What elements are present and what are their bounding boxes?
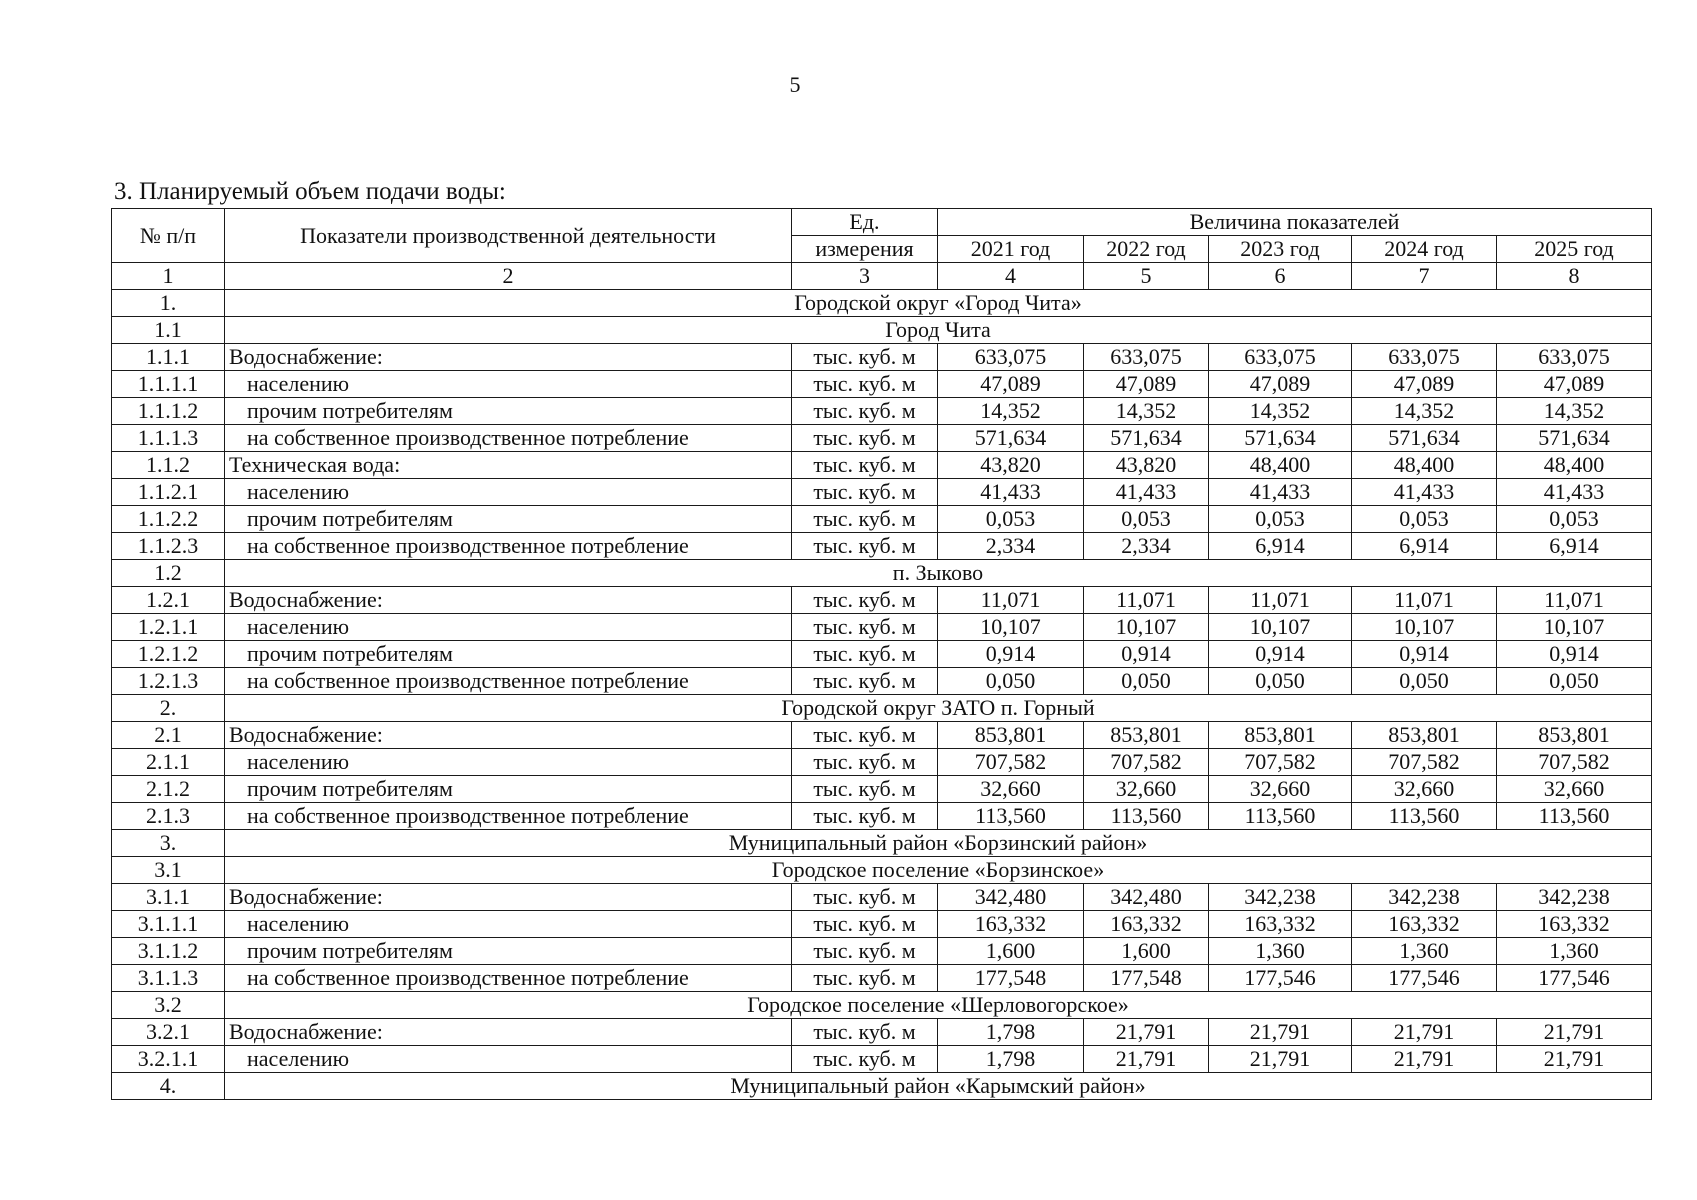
value-cell: 0,050: [1209, 668, 1352, 695]
unit-cell: тыс. куб. м: [792, 344, 938, 371]
value-cell: 10,107: [1352, 614, 1497, 641]
section-heading: Городской округ «Город Чита»: [225, 290, 1652, 317]
unit-cell: тыс. куб. м: [792, 398, 938, 425]
value-cell: 113,560: [1352, 803, 1497, 830]
indicator-name: прочим потребителям: [225, 398, 792, 425]
header-year: 2022 год: [1084, 236, 1209, 263]
value-cell: 177,546: [1352, 965, 1497, 992]
page-number: 5: [789, 72, 801, 97]
value-cell: 633,075: [1497, 344, 1652, 371]
row-number: 1.2.1.2: [112, 641, 225, 668]
value-cell: 41,433: [1084, 479, 1209, 506]
value-cell: 342,238: [1209, 884, 1352, 911]
value-cell: 342,480: [1084, 884, 1209, 911]
value-cell: 21,791: [1497, 1046, 1652, 1073]
table-row: [112, 641, 1652, 668]
value-cell: 0,914: [1209, 641, 1352, 668]
value-cell: 571,634: [1084, 425, 1209, 452]
section-row: [112, 857, 1652, 884]
unit-cell: тыс. куб. м: [792, 668, 938, 695]
value-cell: 14,352: [1209, 398, 1352, 425]
value-cell: 1,600: [938, 938, 1084, 965]
table-row: [112, 533, 1652, 560]
row-number: 1.2.1.3: [112, 668, 225, 695]
value-cell: 853,801: [1352, 722, 1497, 749]
value-cell: 0,053: [1209, 506, 1352, 533]
table-row: [112, 749, 1652, 776]
header-row-1: [112, 209, 1652, 236]
col-number: 6: [1209, 263, 1352, 290]
unit-cell: тыс. куб. м: [792, 614, 938, 641]
col-number: 3: [792, 263, 938, 290]
section-row: [112, 992, 1652, 1019]
row-number: 3.2.1: [112, 1019, 225, 1046]
row-number: 1.2.1: [112, 587, 225, 614]
value-cell: 14,352: [938, 398, 1084, 425]
indicator-name: Водоснабжение:: [225, 722, 792, 749]
value-cell: 47,089: [1352, 371, 1497, 398]
row-number: 1.1: [112, 317, 225, 344]
section-heading: Город Чита: [225, 317, 1652, 344]
table-row: [112, 587, 1652, 614]
value-cell: 11,071: [1352, 587, 1497, 614]
value-cell: 2,334: [1084, 533, 1209, 560]
value-cell: 41,433: [1497, 479, 1652, 506]
value-cell: 43,820: [1084, 452, 1209, 479]
value-cell: 633,075: [938, 344, 1084, 371]
header-unit-line2: измерения: [792, 236, 938, 263]
value-cell: 11,071: [1497, 587, 1652, 614]
section-heading: Городское поселение «Шерловогорское»: [225, 992, 1652, 1019]
indicator-name: на собственное производственное потребление: [225, 803, 792, 830]
value-cell: 707,582: [938, 749, 1084, 776]
value-cell: 48,400: [1497, 452, 1652, 479]
value-cell: 10,107: [1084, 614, 1209, 641]
value-cell: 0,050: [1497, 668, 1652, 695]
table-row: [112, 965, 1652, 992]
unit-cell: тыс. куб. м: [792, 938, 938, 965]
value-cell: 163,332: [1352, 911, 1497, 938]
indicator-name: Водоснабжение:: [225, 587, 792, 614]
unit-cell: тыс. куб. м: [792, 533, 938, 560]
water-supply-table: [111, 208, 1652, 1100]
row-number: 4.: [112, 1073, 225, 1100]
value-cell: 707,582: [1084, 749, 1209, 776]
indicator-name: Водоснабжение:: [225, 1019, 792, 1046]
row-number: 1.2: [112, 560, 225, 587]
value-cell: 0,050: [938, 668, 1084, 695]
unit-cell: тыс. куб. м: [792, 884, 938, 911]
indicator-name: населению: [225, 371, 792, 398]
table-row: [112, 425, 1652, 452]
value-cell: 0,914: [938, 641, 1084, 668]
indicator-name: населению: [225, 911, 792, 938]
column-numbers-row: [112, 263, 1652, 290]
value-cell: 0,914: [1352, 641, 1497, 668]
col-number: 1: [112, 263, 225, 290]
unit-cell: тыс. куб. м: [792, 479, 938, 506]
indicator-name: прочим потребителям: [225, 641, 792, 668]
section-heading: Городской округ ЗАТО п. Горный: [225, 695, 1652, 722]
row-number: 3.1.1.2: [112, 938, 225, 965]
table-row: [112, 938, 1652, 965]
table-row: [112, 506, 1652, 533]
value-cell: 21,791: [1084, 1046, 1209, 1073]
value-cell: 2,334: [938, 533, 1084, 560]
value-cell: 0,914: [1497, 641, 1652, 668]
col-number: 5: [1084, 263, 1209, 290]
value-cell: 14,352: [1084, 398, 1209, 425]
value-cell: 342,238: [1497, 884, 1652, 911]
value-cell: 6,914: [1352, 533, 1497, 560]
value-cell: 21,791: [1352, 1019, 1497, 1046]
indicator-name: на собственное производственное потребление: [225, 965, 792, 992]
value-cell: 1,600: [1084, 938, 1209, 965]
unit-cell: тыс. куб. м: [792, 1019, 938, 1046]
row-number: 3.1: [112, 857, 225, 884]
indicator-name: населению: [225, 614, 792, 641]
value-cell: 1,798: [938, 1046, 1084, 1073]
row-number: 2.1.3: [112, 803, 225, 830]
row-number: 2.1: [112, 722, 225, 749]
row-number: 2.1.1: [112, 749, 225, 776]
col-number: 4: [938, 263, 1084, 290]
table-row: [112, 668, 1652, 695]
value-cell: 853,801: [938, 722, 1084, 749]
value-cell: 1,360: [1352, 938, 1497, 965]
value-cell: 11,071: [1084, 587, 1209, 614]
value-cell: 1,360: [1497, 938, 1652, 965]
unit-cell: тыс. куб. м: [792, 425, 938, 452]
value-cell: 21,791: [1209, 1046, 1352, 1073]
value-cell: 342,238: [1352, 884, 1497, 911]
value-cell: 41,433: [938, 479, 1084, 506]
row-number: 1.1.1: [112, 344, 225, 371]
value-cell: 32,660: [1084, 776, 1209, 803]
value-cell: 177,546: [1497, 965, 1652, 992]
unit-cell: тыс. куб. м: [792, 911, 938, 938]
indicator-name: на собственное производственное потребление: [225, 668, 792, 695]
header-year: 2024 год: [1352, 236, 1497, 263]
value-cell: 163,332: [1084, 911, 1209, 938]
table-row: [112, 884, 1652, 911]
value-cell: 633,075: [1352, 344, 1497, 371]
value-cell: 11,071: [938, 587, 1084, 614]
row-number: 1.1.2.2: [112, 506, 225, 533]
value-cell: 32,660: [1209, 776, 1352, 803]
header-indicator: Показатели производственной деятельности: [225, 209, 792, 263]
value-cell: 47,089: [1497, 371, 1652, 398]
row-number: 3.1.1.1: [112, 911, 225, 938]
header-values-group: Величина показателей: [938, 209, 1652, 236]
value-cell: 1,798: [938, 1019, 1084, 1046]
value-cell: 113,560: [1497, 803, 1652, 830]
section-row: [112, 290, 1652, 317]
value-cell: 14,352: [1352, 398, 1497, 425]
value-cell: 0,053: [1497, 506, 1652, 533]
unit-cell: тыс. куб. м: [792, 587, 938, 614]
indicator-name: населению: [225, 749, 792, 776]
table-row: [112, 344, 1652, 371]
row-number: 1.1.2.3: [112, 533, 225, 560]
row-number: 2.1.2: [112, 776, 225, 803]
value-cell: 113,560: [938, 803, 1084, 830]
value-cell: 571,634: [1352, 425, 1497, 452]
table-row: [112, 722, 1652, 749]
value-cell: 47,089: [938, 371, 1084, 398]
row-number: 1.1.1.3: [112, 425, 225, 452]
unit-cell: тыс. куб. м: [792, 506, 938, 533]
row-number: 3.1.1: [112, 884, 225, 911]
value-cell: 177,548: [1084, 965, 1209, 992]
table-row: [112, 1046, 1652, 1073]
section-heading: Городское поселение «Борзинское»: [225, 857, 1652, 884]
value-cell: 41,433: [1209, 479, 1352, 506]
col-number: 2: [225, 263, 792, 290]
unit-cell: тыс. куб. м: [792, 965, 938, 992]
header-unit-line1: Ед.: [792, 209, 938, 236]
section-row: [112, 560, 1652, 587]
value-cell: 163,332: [1497, 911, 1652, 938]
table-row: [112, 452, 1652, 479]
section-row: [112, 830, 1652, 857]
section-heading: Муниципальный район «Карымский район»: [225, 1073, 1652, 1100]
value-cell: 633,075: [1209, 344, 1352, 371]
indicator-name: на собственное производственное потребление: [225, 425, 792, 452]
indicator-name: Водоснабжение:: [225, 344, 792, 371]
section-row: [112, 1073, 1652, 1100]
table-row: [112, 371, 1652, 398]
table-row: [112, 776, 1652, 803]
value-cell: 43,820: [938, 452, 1084, 479]
value-cell: 32,660: [938, 776, 1084, 803]
value-cell: 571,634: [938, 425, 1084, 452]
row-number: 1.: [112, 290, 225, 317]
unit-cell: тыс. куб. м: [792, 776, 938, 803]
header-num: № п/п: [112, 209, 225, 263]
table-body: [112, 209, 1652, 1100]
table-row: [112, 479, 1652, 506]
value-cell: 21,791: [1209, 1019, 1352, 1046]
value-cell: 177,546: [1209, 965, 1352, 992]
value-cell: 633,075: [1084, 344, 1209, 371]
row-number: 3.2: [112, 992, 225, 1019]
value-cell: 0,050: [1352, 668, 1497, 695]
row-number: 1.1.1.2: [112, 398, 225, 425]
value-cell: 48,400: [1352, 452, 1497, 479]
table-row: [112, 614, 1652, 641]
unit-cell: тыс. куб. м: [792, 452, 938, 479]
value-cell: 21,791: [1084, 1019, 1209, 1046]
value-cell: 163,332: [1209, 911, 1352, 938]
value-cell: 853,801: [1209, 722, 1352, 749]
value-cell: 342,480: [938, 884, 1084, 911]
unit-cell: тыс. куб. м: [792, 641, 938, 668]
value-cell: 10,107: [938, 614, 1084, 641]
unit-cell: тыс. куб. м: [792, 803, 938, 830]
header-year: 2023 год: [1209, 236, 1352, 263]
indicator-name: Водоснабжение:: [225, 884, 792, 911]
value-cell: 48,400: [1209, 452, 1352, 479]
section-heading: Муниципальный район «Борзинский район»: [225, 830, 1652, 857]
header-year: 2025 год: [1497, 236, 1652, 263]
section-row: [112, 317, 1652, 344]
unit-cell: тыс. куб. м: [792, 749, 938, 776]
row-number: 1.1.2: [112, 452, 225, 479]
row-number: 3.2.1.1: [112, 1046, 225, 1073]
value-cell: 32,660: [1352, 776, 1497, 803]
row-number: 2.: [112, 695, 225, 722]
row-number: 1.1.1.1: [112, 371, 225, 398]
value-cell: 853,801: [1497, 722, 1652, 749]
value-cell: 21,791: [1497, 1019, 1652, 1046]
value-cell: 32,660: [1497, 776, 1652, 803]
unit-cell: тыс. куб. м: [792, 371, 938, 398]
value-cell: 21,791: [1352, 1046, 1497, 1073]
value-cell: 707,582: [1209, 749, 1352, 776]
value-cell: 10,107: [1209, 614, 1352, 641]
col-number: 7: [1352, 263, 1497, 290]
value-cell: 0,053: [938, 506, 1084, 533]
value-cell: 571,634: [1497, 425, 1652, 452]
value-cell: 6,914: [1209, 533, 1352, 560]
value-cell: 1,360: [1209, 938, 1352, 965]
section-title: 3. Планируемый объем подачи воды:: [114, 178, 506, 205]
unit-cell: тыс. куб. м: [792, 1046, 938, 1073]
row-number: 1.1.2.1: [112, 479, 225, 506]
value-cell: 11,071: [1209, 587, 1352, 614]
indicator-name: прочим потребителям: [225, 938, 792, 965]
indicator-name: Техническая вода:: [225, 452, 792, 479]
col-number: 8: [1497, 263, 1652, 290]
section-heading: п. Зыково: [225, 560, 1652, 587]
indicator-name: населению: [225, 479, 792, 506]
value-cell: 707,582: [1352, 749, 1497, 776]
indicator-name: прочим потребителям: [225, 776, 792, 803]
value-cell: 0,053: [1352, 506, 1497, 533]
table-row: [112, 398, 1652, 425]
value-cell: 47,089: [1209, 371, 1352, 398]
indicator-name: населению: [225, 1046, 792, 1073]
row-number: 1.2.1.1: [112, 614, 225, 641]
value-cell: 113,560: [1084, 803, 1209, 830]
value-cell: 707,582: [1497, 749, 1652, 776]
table-row: [112, 803, 1652, 830]
value-cell: 113,560: [1209, 803, 1352, 830]
header-year: 2021 год: [938, 236, 1084, 263]
value-cell: 163,332: [938, 911, 1084, 938]
indicator-name: на собственное производственное потребление: [225, 533, 792, 560]
table-row: [112, 1019, 1652, 1046]
value-cell: 47,089: [1084, 371, 1209, 398]
value-cell: 853,801: [1084, 722, 1209, 749]
row-number: 3.1.1.3: [112, 965, 225, 992]
indicator-name: прочим потребителям: [225, 506, 792, 533]
value-cell: 0,053: [1084, 506, 1209, 533]
value-cell: 571,634: [1209, 425, 1352, 452]
unit-cell: тыс. куб. м: [792, 722, 938, 749]
value-cell: 0,050: [1084, 668, 1209, 695]
value-cell: 10,107: [1497, 614, 1652, 641]
section-row: [112, 695, 1652, 722]
value-cell: 0,914: [1084, 641, 1209, 668]
value-cell: 177,548: [938, 965, 1084, 992]
row-number: 3.: [112, 830, 225, 857]
table-row: [112, 911, 1652, 938]
value-cell: 14,352: [1497, 398, 1652, 425]
value-cell: 6,914: [1497, 533, 1652, 560]
value-cell: 41,433: [1352, 479, 1497, 506]
